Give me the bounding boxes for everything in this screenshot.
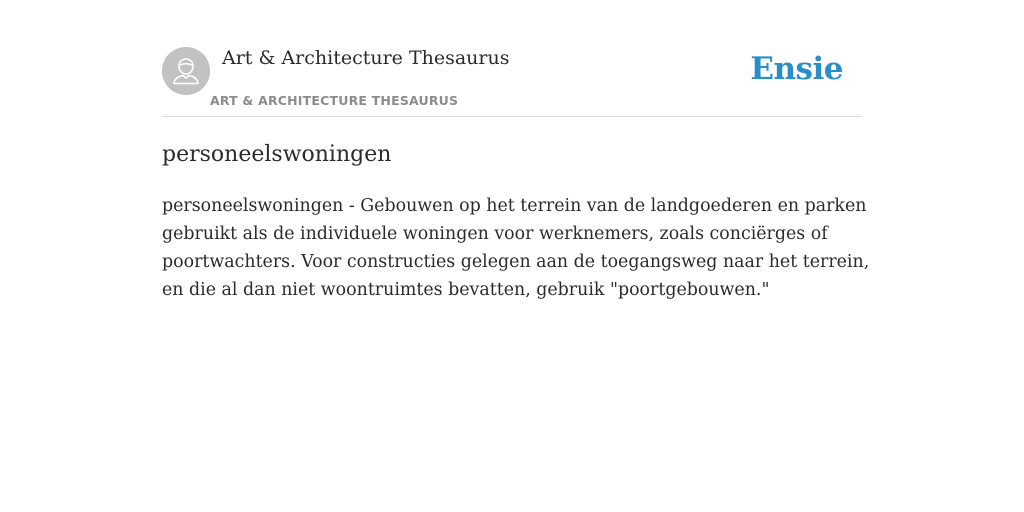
entry-term: personeelswoningen [162,142,392,167]
definition-card [162,0,870,300]
definition-line: gebruikt als de individuele woningen voor werknemers, zoals conciërges of [162,224,828,244]
author-name[interactable]: Art & Architecture Thesaurus [222,47,510,69]
source-label[interactable]: ART & ARCHITECTURE THESAURUS [210,93,459,108]
ensie-logo-link[interactable]: Ensie [750,51,843,87]
card-header [162,0,862,117]
definition-line: en die al dan niet woontruimtes bevatten, gebruik "poortgebouwen." [162,280,770,300]
definition-line: personeelswoningen - Gebouwen op het terrein van de landgoederen en parken [162,196,867,216]
entry-definition [162,192,870,304]
user-silhouette-icon [162,47,210,95]
definition-line: poortwachters. Voor constructies gelegen aan de toegangsweg naar het terrein, [162,252,870,272]
author-avatar[interactable] [162,47,210,95]
